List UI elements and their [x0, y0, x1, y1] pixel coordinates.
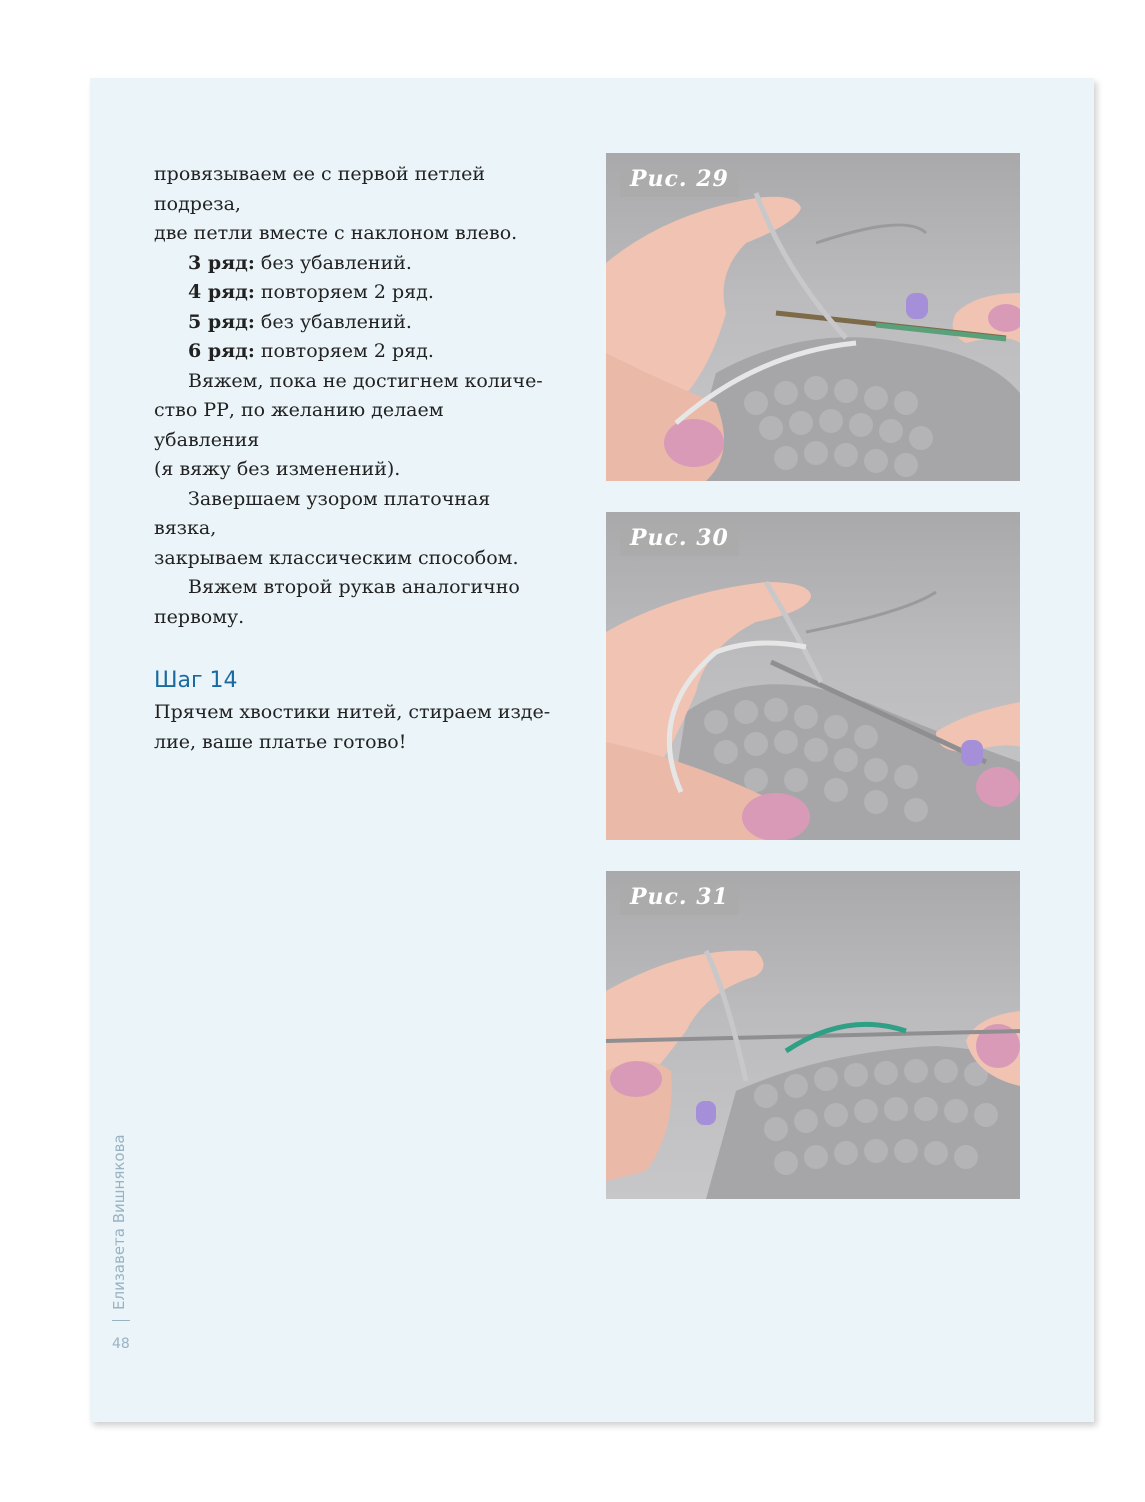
- row-label: 4 ряд:: [188, 281, 255, 303]
- text-line: ство РР, по желанию делаем убавления: [154, 399, 444, 451]
- step-heading: Шаг 14: [154, 668, 238, 693]
- row-instruction: [154, 337, 554, 367]
- text-line: Прячем хвостики нитей, стираем изде-: [154, 701, 551, 723]
- text-line: две петли вместе с наклоном влево.: [154, 222, 518, 244]
- row-instruction: [154, 308, 554, 338]
- text-line: Завершаем узором платочная вязка,: [154, 487, 491, 539]
- figure-label: Рис. 29: [620, 161, 739, 197]
- figure-30-photo: [606, 512, 1020, 840]
- text-line: провязываем ее с первой петлей подреза,: [154, 163, 486, 215]
- knitting-photo-illustration: [606, 153, 1020, 481]
- row-label: 3 ряд:: [188, 251, 255, 274]
- body-text: [154, 160, 554, 757]
- author-name: Елизавета Вишнякова: [110, 1134, 128, 1310]
- row-text: повторяем 2 ряд.: [254, 281, 434, 303]
- footer-divider: [112, 1320, 130, 1321]
- row-instruction: [154, 249, 554, 279]
- text-line: (я вяжу без изменений).: [154, 458, 401, 480]
- row-text: без убавлений.: [254, 310, 412, 333]
- page-number: 48: [112, 1336, 130, 1352]
- figure-31-photo: [606, 871, 1020, 1199]
- row-text: без убавлений.: [254, 251, 412, 274]
- text-line: лие, ваше платье готово!: [154, 730, 407, 753]
- figure-29-photo: [606, 153, 1020, 481]
- text-line: первому.: [154, 605, 245, 628]
- text-line: Вяжем второй рукав аналогично: [188, 576, 520, 598]
- knitting-photo-illustration: [606, 871, 1020, 1199]
- row-label: 5 ряд:: [188, 310, 255, 333]
- knitting-photo-illustration: [606, 512, 1020, 840]
- figure-label: Рис. 31: [620, 879, 739, 915]
- text-line: закрываем классическим способом.: [154, 546, 519, 569]
- row-instruction: [154, 278, 554, 308]
- figure-label: Рис. 30: [620, 520, 739, 556]
- row-label: 6 ряд:: [188, 340, 255, 362]
- text-line: Вяжем, пока не достигнем количе-: [188, 369, 543, 392]
- row-text: повторяем 2 ряд.: [254, 340, 434, 362]
